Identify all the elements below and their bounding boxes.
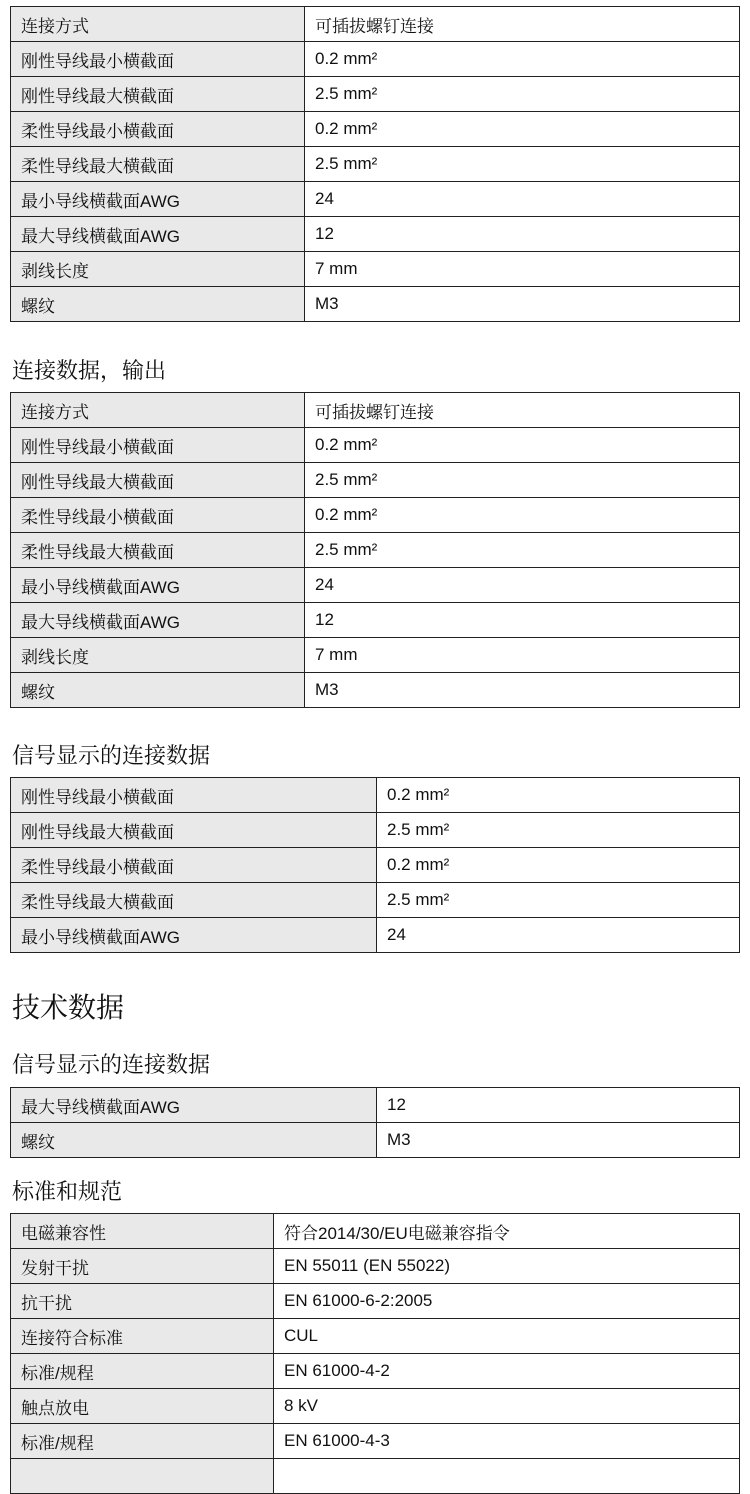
row-label: 最大导线横截面AWG — [11, 217, 305, 252]
table-row — [11, 1389, 740, 1424]
row-label: 连接方式 — [11, 7, 305, 42]
row-label: 发射干扰 — [11, 1249, 274, 1284]
row-value: 2.5 mm² — [377, 813, 740, 848]
table-row — [11, 147, 740, 182]
row-label: 刚性导线最大横截面 — [11, 463, 305, 498]
row-label: 刚性导线最大横截面 — [11, 77, 305, 112]
row-label: 连接方式 — [11, 393, 305, 428]
row-value: 8 kV — [274, 1389, 740, 1424]
signal-connection-table-2 — [10, 1087, 740, 1158]
table-row — [11, 568, 740, 603]
row-value: 24 — [305, 182, 740, 217]
table-row — [11, 77, 740, 112]
table-row — [11, 1214, 740, 1249]
table-row — [11, 673, 740, 708]
row-value: M3 — [377, 1123, 740, 1158]
table-row — [11, 1354, 740, 1389]
table-row — [11, 533, 740, 568]
table-row — [11, 217, 740, 252]
row-label: 刚性导线最大横截面 — [11, 813, 377, 848]
row-value: 7 mm — [305, 638, 740, 673]
row-label: 电磁兼容性 — [11, 1214, 274, 1249]
row-value: 7 mm — [305, 252, 740, 287]
row-label: 连接符合标准 — [11, 1319, 274, 1354]
row-value: 0.2 mm² — [305, 42, 740, 77]
row-value: 0.2 mm² — [305, 498, 740, 533]
row-label: 最大导线横截面AWG — [11, 1088, 377, 1123]
standards-table — [10, 1213, 740, 1494]
table-row — [11, 603, 740, 638]
row-label: 刚性导线最小横截面 — [11, 778, 377, 813]
row-label: 标准/规程 — [11, 1424, 274, 1459]
table-row — [11, 1284, 740, 1319]
table-row — [11, 287, 740, 322]
row-label: 刚性导线最小横截面 — [11, 428, 305, 463]
row-label: 剥线长度 — [11, 252, 305, 287]
row-value: CUL — [274, 1319, 740, 1354]
row-value — [274, 1459, 740, 1494]
row-value: 2.5 mm² — [305, 147, 740, 182]
row-value: 0.2 mm² — [305, 112, 740, 147]
row-label: 螺纹 — [11, 673, 305, 708]
row-label: 柔性导线最小横截面 — [11, 848, 377, 883]
row-label: 最小导线横截面AWG — [11, 568, 305, 603]
table-row — [11, 112, 740, 147]
row-value: 12 — [377, 1088, 740, 1123]
row-label: 柔性导线最大横截面 — [11, 883, 377, 918]
row-value: EN 61000-6-2:2005 — [274, 1284, 740, 1319]
row-label — [11, 1459, 274, 1494]
table-row — [11, 848, 740, 883]
table-row — [11, 463, 740, 498]
row-label: 标准/规程 — [11, 1354, 274, 1389]
tech-data-title: 技术数据 — [12, 992, 125, 1023]
table-row — [11, 638, 740, 673]
row-label: 刚性导线最小横截面 — [11, 42, 305, 77]
row-value: EN 61000-4-3 — [274, 1424, 740, 1459]
signal-connection-table — [10, 777, 740, 953]
table-row — [11, 252, 740, 287]
table-row — [11, 498, 740, 533]
table-row — [11, 1319, 740, 1354]
table-row — [11, 1424, 740, 1459]
table-row — [11, 1088, 740, 1123]
table-row — [11, 918, 740, 953]
row-label: 最小导线横截面AWG — [11, 182, 305, 217]
row-value: 2.5 mm² — [305, 533, 740, 568]
standards-section-title: 标准和规范 — [12, 1179, 123, 1204]
table-row — [11, 7, 740, 42]
table-row — [11, 428, 740, 463]
row-label: 柔性导线最大横截面 — [11, 147, 305, 182]
row-label: 螺纹 — [11, 287, 305, 322]
table-row — [11, 393, 740, 428]
row-value: M3 — [305, 287, 740, 322]
row-value: 可插拔螺钉连接 — [305, 7, 740, 42]
row-value: 24 — [377, 918, 740, 953]
row-value: 0.2 mm² — [377, 778, 740, 813]
table-row — [11, 778, 740, 813]
row-label: 抗干扰 — [11, 1284, 274, 1319]
row-value: 0.2 mm² — [377, 848, 740, 883]
row-value: 2.5 mm² — [305, 463, 740, 498]
row-label: 最小导线横截面AWG — [11, 918, 377, 953]
row-value: 符合2014/30/EU电磁兼容指令 — [274, 1214, 740, 1249]
row-label: 螺纹 — [11, 1123, 377, 1158]
row-value: 2.5 mm² — [377, 883, 740, 918]
table-row — [11, 1459, 740, 1494]
row-label: 剥线长度 — [11, 638, 305, 673]
row-label: 柔性导线最大横截面 — [11, 533, 305, 568]
signal-section-title-2: 信号显示的连接数据 — [12, 1052, 211, 1077]
row-value: 可插拔螺钉连接 — [305, 393, 740, 428]
table-row — [11, 182, 740, 217]
row-value: 12 — [305, 603, 740, 638]
row-value: EN 55011 (EN 55022) — [274, 1249, 740, 1284]
output-connection-table — [10, 392, 740, 708]
table-row — [11, 42, 740, 77]
table-row — [11, 883, 740, 918]
table-row — [11, 1123, 740, 1158]
row-value: M3 — [305, 673, 740, 708]
row-value: 12 — [305, 217, 740, 252]
table-row — [11, 813, 740, 848]
signal-section-title: 信号显示的连接数据 — [12, 743, 211, 768]
row-value: 2.5 mm² — [305, 77, 740, 112]
row-label: 最大导线横截面AWG — [11, 603, 305, 638]
output-section-title: 连接数据，输出 — [12, 358, 167, 383]
row-value: 0.2 mm² — [305, 428, 740, 463]
row-label: 柔性导线最小横截面 — [11, 498, 305, 533]
row-value: EN 61000-4-2 — [274, 1354, 740, 1389]
row-label: 柔性导线最小横截面 — [11, 112, 305, 147]
row-value: 24 — [305, 568, 740, 603]
row-label: 触点放电 — [11, 1389, 274, 1424]
table-row — [11, 1249, 740, 1284]
input-connection-table — [10, 6, 740, 322]
